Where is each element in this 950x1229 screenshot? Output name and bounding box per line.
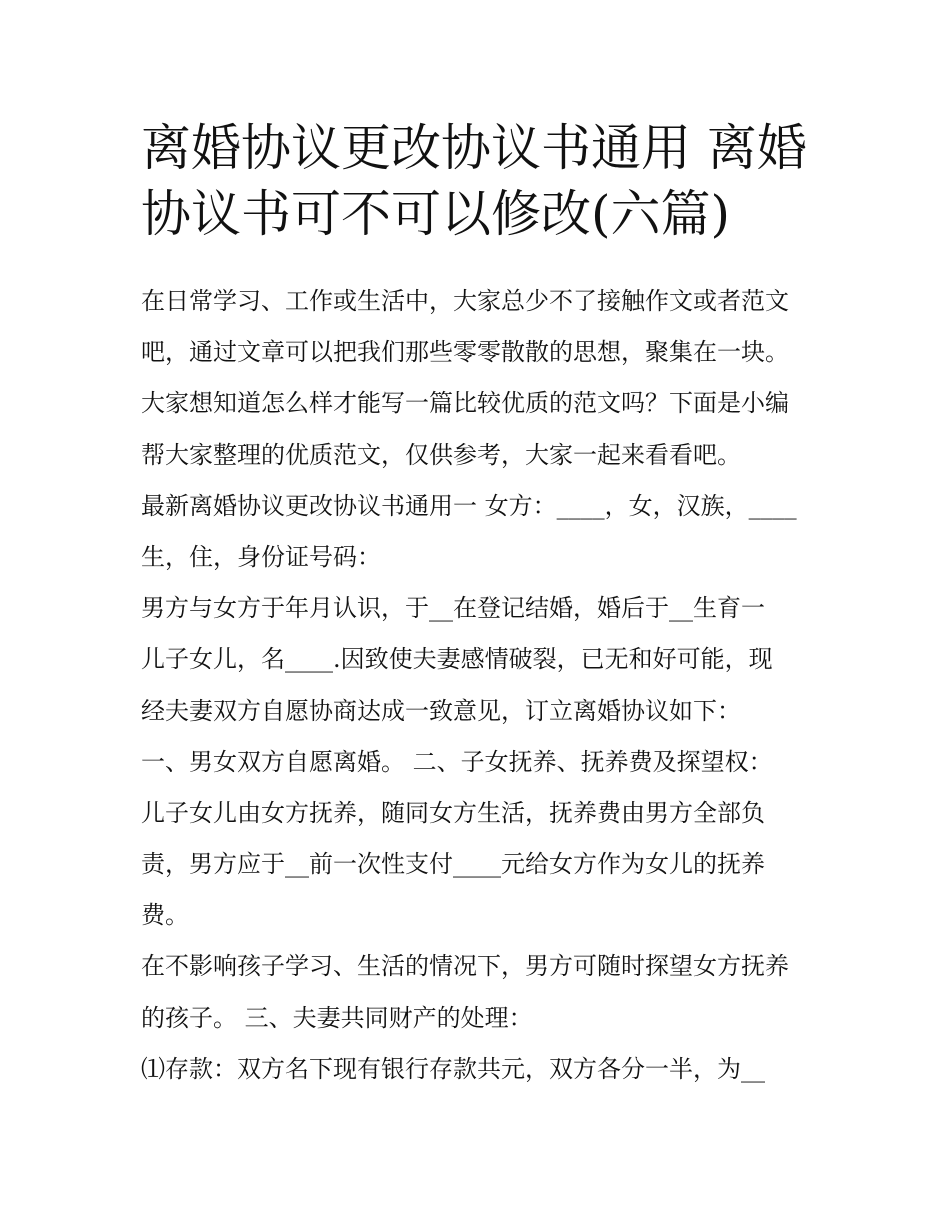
body-line-14: 在不影响孩子学习、生活的情况下，男方可随时探望女方抚养 — [141, 952, 789, 981]
body-line-6: 生，住，身份证号码： — [141, 542, 381, 571]
body-line-4: 帮大家整理的优质范文，仅供参考，大家一起来看看吧。 — [141, 440, 741, 469]
body-line-10: 一、男女双方自愿离婚。 二、子女抚养、抚养费及探望权： — [141, 747, 773, 776]
body-line-16: ⑴存款：双方名下现有银行存款共元，双方各分一半，为__ — [141, 1054, 765, 1083]
body-line-15: 的孩子。 三、夫妻共同财产的处理： — [141, 1003, 533, 1032]
body-line-5: 最新离婚协议更改协议书通用一 女方：____，女，汉族，____ — [141, 491, 797, 520]
title-line-1: 离婚协议更改协议书通用 离婚 — [141, 119, 807, 177]
document-body — [141, 280, 821, 1099]
body-line-11: 儿子女儿由女方抚养，随同女方生活，抚养费由男方全部负 — [141, 798, 765, 827]
body-line-12: 责，男方应于__前一次性支付____元给女方作为女儿的抚养 — [141, 850, 765, 879]
body-line-1: 在日常学习、工作或生活中，大家总少不了接触作文或者范文 — [141, 287, 789, 315]
body-line-8: 儿子女儿，名____.因致使夫妻感情破裂，已无和好可能，现 — [141, 645, 773, 674]
body-line-7: 男方与女方于年月认识，于__在登记结婚，婚后于__生育一 — [141, 594, 765, 623]
document-title — [141, 115, 821, 247]
body-line-9: 经夫妻双方自愿协商达成一致意见，订立离婚协议如下： — [141, 696, 741, 725]
body-line-3: 大家想知道怎么样才能写一篇比较优质的范文吗？下面是小编 — [141, 389, 789, 418]
body-line-13: 费。 — [141, 901, 189, 930]
title-line-2: 协议书可不可以修改(六篇) — [141, 185, 731, 243]
body-line-2: 吧，通过文章可以把我们那些零零散散的思想，聚集在一块。 — [141, 338, 789, 367]
